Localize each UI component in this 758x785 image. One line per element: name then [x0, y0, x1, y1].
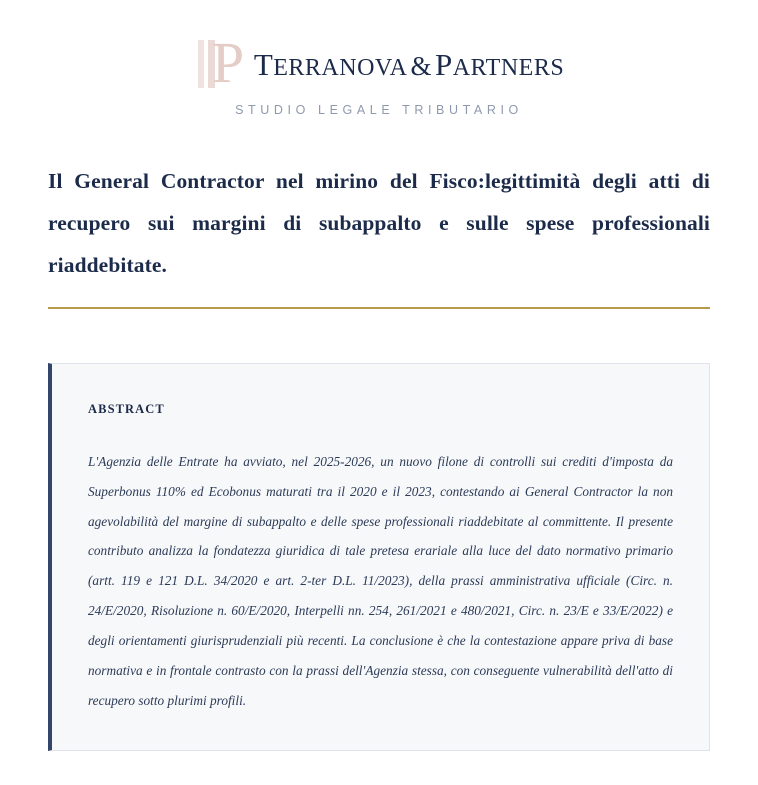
page-title: Il General Contractor nel mirino del Fisco:legittimità degli atti di recupero sui margini di subappalto e sulle spese professionali riaddebitate.: [48, 169, 710, 277]
logo-subtitle: STUDIO LEGALE TRIBUTARIO: [235, 103, 523, 117]
letterhead: [0, 0, 758, 117]
logo-word-part: P: [435, 47, 453, 82]
abstract-body: L'Agenzia delle Entrate ha avviato, nel 2025-2026, un nuovo filone di controlli sui crediti d'imposta da Superbonus 110% ed Ecobonus maturati tra il 2020 e il 2023, contestando ai General Contractor la non agevolabilità del margine di subappalto e delle spese professionali riaddebitate al committente. Il presente contributo analizza la fondatezza giuridica di tale pretesa erariale alla luce del dato normativo primario (artt. 119 e 121 D.L. 34/2020 e art. 2-ter D.L. 11/2023), della prassi amministrativa ufficiale (Circ. n. 24/E/2020, Risoluzione n. 60/E/2020, Interpelli nn. 254, 261/2021 e 480/2021, Circ. n. 23/E e 33/E/2022) e degli orientamenti giurisprudenziali più recenti. La conclusione è che la contestazione appare priva di base normativa e in frontale contrasto con la prassi dell'Agenzia stessa, con conseguente vulnerabilità dell'atto di recupero sotto plurimi profili.: [88, 453, 673, 709]
logo: [194, 30, 565, 95]
abstract-section: [48, 363, 710, 751]
logo-wordmark: [254, 38, 564, 83]
logo-word-ampersand: &: [410, 51, 433, 81]
title-divider: [48, 307, 710, 309]
logo-word-part: ERRANOVA: [273, 55, 408, 81]
abstract-heading: ABSTRACT: [88, 401, 165, 416]
logo-word-part: ARTNERS: [452, 55, 565, 81]
letter-p-monogram-icon: P: [194, 38, 252, 90]
logo-word-part: T: [253, 47, 274, 82]
